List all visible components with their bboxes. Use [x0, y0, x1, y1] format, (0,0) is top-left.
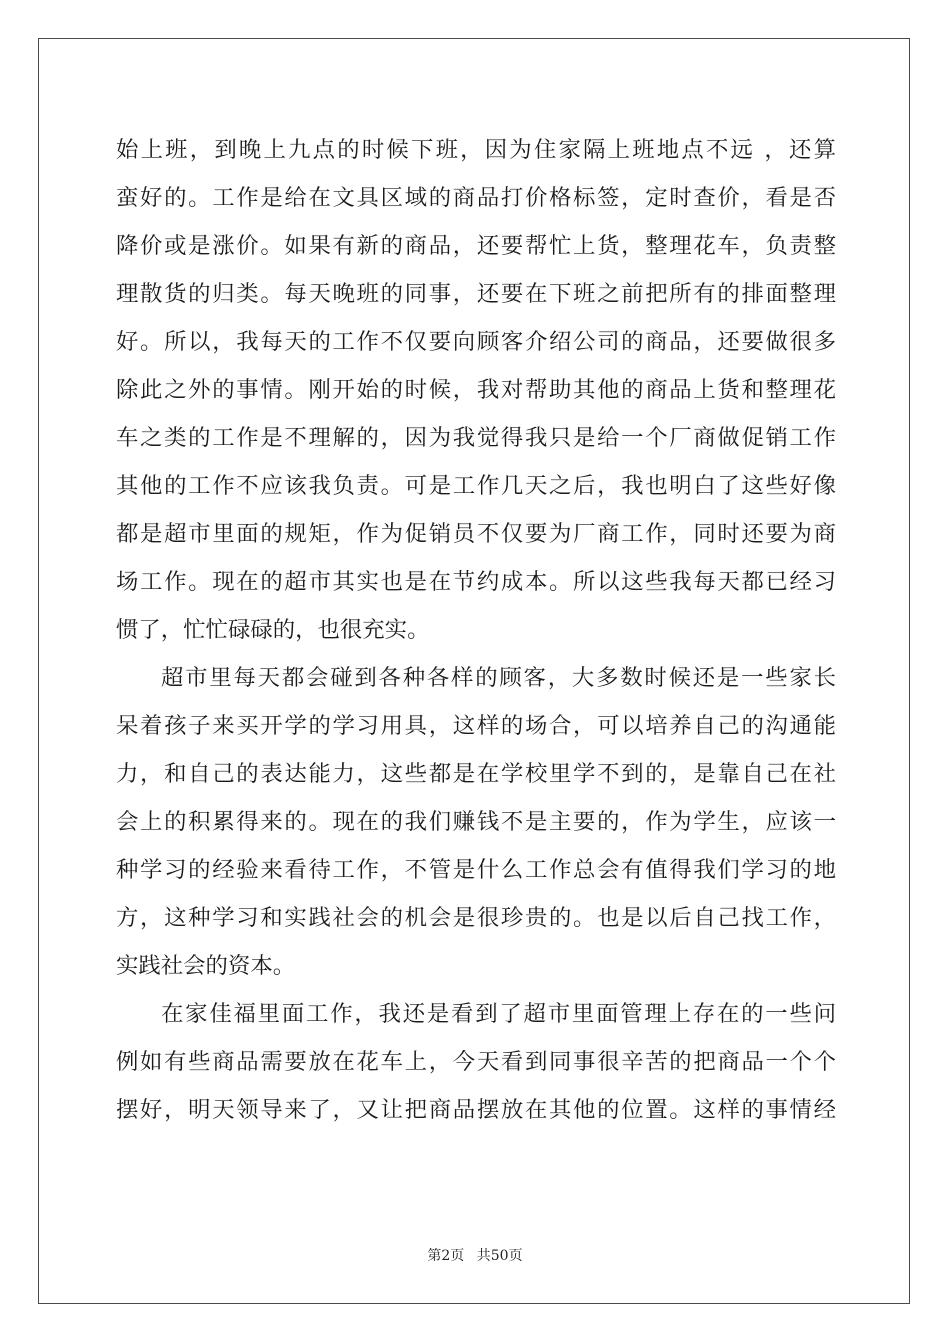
- text-line: 方，这种学习和实践社会的机会是很珍贵的。也是以后自己找工作，: [116, 905, 836, 931]
- paragraph-3: [116, 990, 836, 1134]
- text-line: 摆好，明天领导来了，又让把商品摆放在其他的位置。这样的事情经: [116, 1097, 836, 1123]
- text-line: 始上班，到晚上九点的时候下班，因为住家隔上班地点不远 ，还算: [116, 137, 836, 163]
- total-pages: 共50页: [476, 1248, 523, 1264]
- text-line: 其他的工作不应该我负责。可是工作几天之后，我也明白了这些好像: [116, 473, 836, 499]
- text-line: 惯了，忙忙碌碌的，也很充实。: [116, 617, 430, 643]
- paragraph-2: [116, 654, 836, 990]
- text-line: 会上的积累得来的。现在的我们赚钱不是主要的，作为学生，应该一: [116, 809, 836, 835]
- text-line: 降价或是涨价。如果有新的商品，还要帮忙上货，整理花车，负责整: [116, 233, 836, 259]
- text-line: 在家佳福里面工作，我还是看到了超市里面管理上存在的一些问: [161, 1001, 836, 1027]
- page-number: 第2页: [427, 1248, 465, 1264]
- paragraph-1: [116, 126, 836, 654]
- text-line: 力，和自己的表达能力，这些都是在学校里学不到的，是靠自己在社: [116, 761, 836, 787]
- text-line: 好。所以，我每天的工作不仅要向顾客介绍公司的商品，还要做很多: [116, 329, 836, 355]
- text-line: 种学习的经验来看待工作，不管是什么工作总会有值得我们学习的地: [116, 857, 836, 883]
- text-line: 例如有些商品需要放在花车上，今天看到同事很辛苦的把商品一个个: [116, 1049, 836, 1075]
- text-line: 场工作。现在的超市其实也是在节约成本。所以这些我每天都已经习: [116, 569, 836, 595]
- page-footer: [0, 1245, 950, 1265]
- text-line: 都是超市里面的规矩，作为促销员不仅要为厂商工作，同时还要为商: [116, 521, 836, 547]
- text-line: 除此之外的事情。刚开始的时候，我对帮助其他的商品上货和整理花: [116, 377, 836, 403]
- text-line: 理散货的归类。每天晚班的同事，还要在下班之前把所有的排面整理: [116, 281, 836, 307]
- text-line: 呆着孩子来买开学的学习用具，这样的场合，可以培养自己的沟通能: [116, 713, 836, 739]
- text-line: 实践社会的资本。: [116, 953, 296, 979]
- text-line: 车之类的工作是不理解的，因为我觉得我只是给一个厂商做促销工作: [116, 425, 836, 451]
- text-line: 超市里每天都会碰到各种各样的顾客，大多数时候还是一些家长: [161, 665, 836, 691]
- text-line: 蛮好的。工作是给在文具区域的商品打价格标签，定时查价，看是否: [116, 185, 836, 211]
- document-body: [116, 126, 836, 1134]
